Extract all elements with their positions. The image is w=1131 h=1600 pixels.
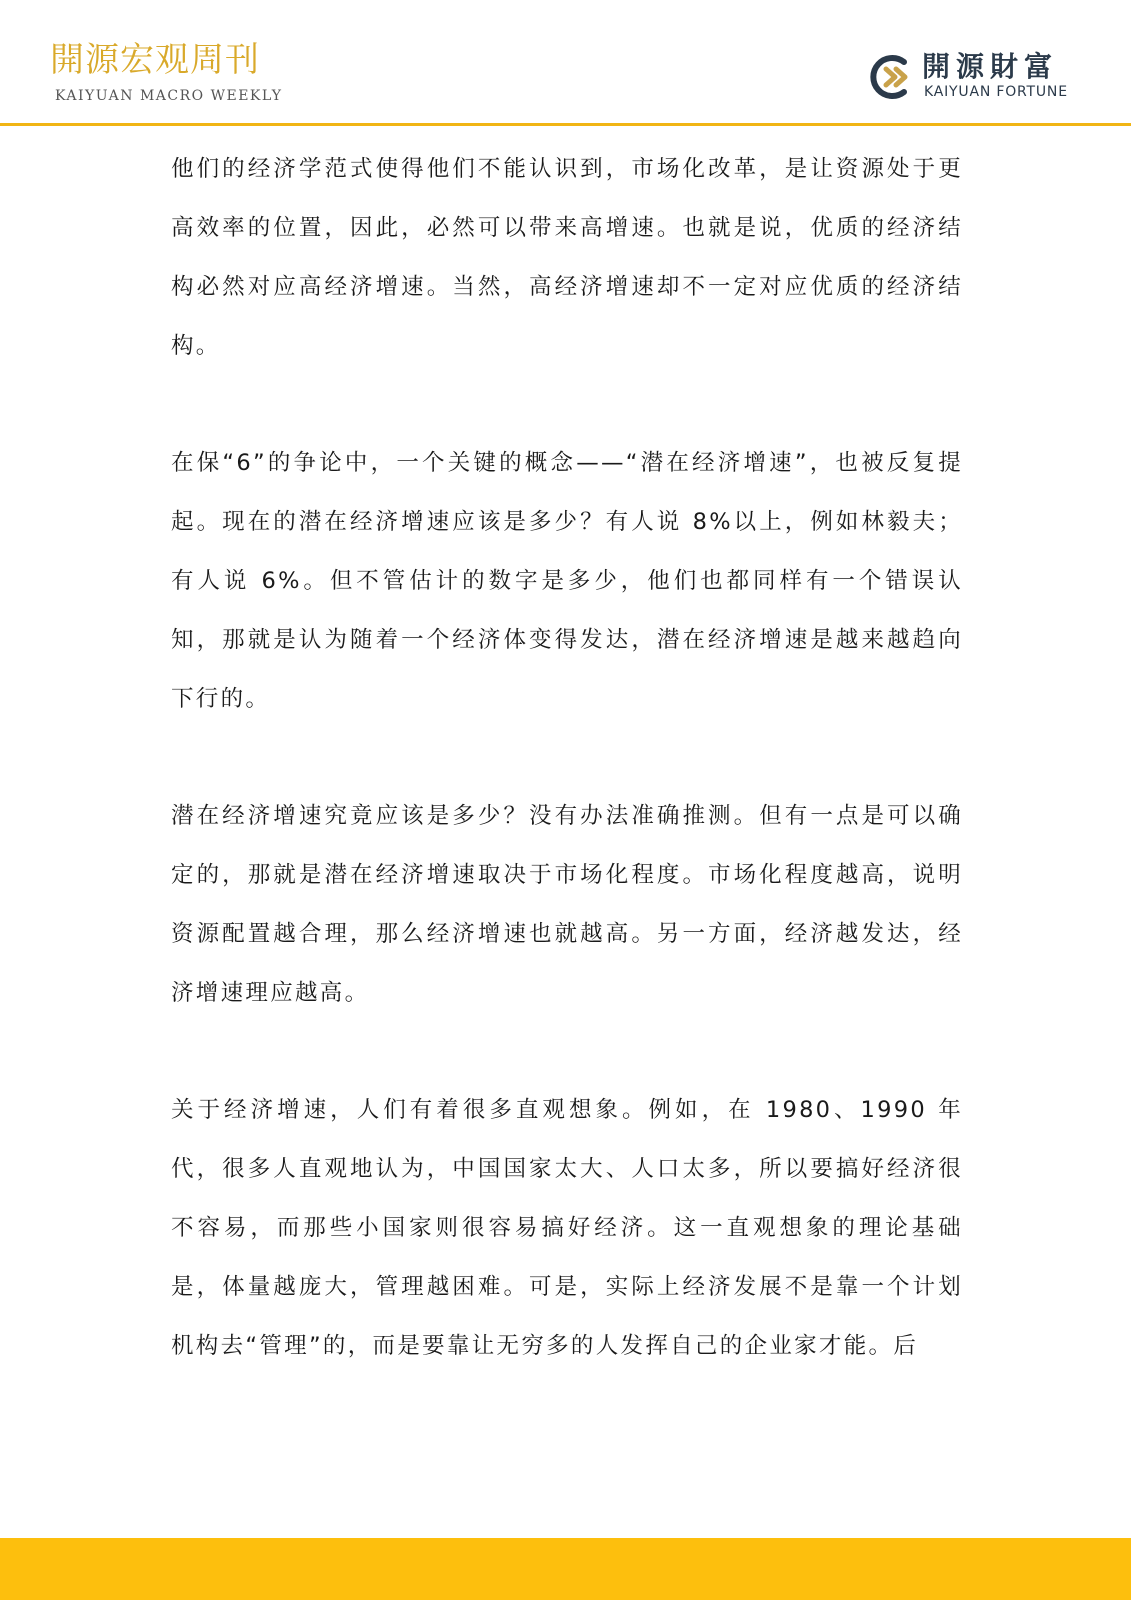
kaiyuan-fortune-logo — [866, 50, 1106, 106]
header-divider — [0, 123, 1131, 126]
paragraph: 他们的经济学范式使得他们不能认识到，市场化改革，是让资源处于更高效率的位置，因此，必然可以带来高增速。也就是说，优质的经济结构必然对应高经济增速。当然，高经济增速却不一定对应优质的经济结构。 — [171, 156, 963, 359]
logo-english-name: KAIYUAN FORTUNE — [924, 84, 1068, 100]
paragraph: 在保“6”的争论中，一个关键的概念——“潜在经济增速”，也被反复提起。现在的潜在经济增速应该是多少？有人说 8%以上，例如林毅夫；有人说 6%。但不管估计的数字是多少，他们也都同样有一个错误认知，那就是认为随着一个经济体变得发达，潜在经济增速是越来越趋向下行的。 — [171, 450, 963, 712]
footer-bar — [0, 1538, 1131, 1600]
publication-title: 開源宏观周刊 — [50, 40, 260, 80]
paragraph: 潜在经济增速究竟应该是多少？没有办法准确推测。但有一点是可以确定的，那就是潜在经济增速取决于市场化程度。市场化程度越高，说明资源配置越合理，那么经济增速也就越高。另一方面，经济越发达，经济增速理应越高。 — [171, 803, 963, 1006]
logo-chinese-name: 開源財富 — [922, 50, 1059, 83]
page-header — [0, 0, 1131, 125]
publication-subtitle: KAIYUAN MACRO WEEKLY — [55, 88, 283, 104]
article-body — [171, 140, 963, 1434]
paragraph: 关于经济增速，人们有着很多直观想象。例如，在 1980、1990 年代，很多人直观地认为，中国国家太大、人口太多，所以要搞好经济很不容易，而那些小国家则很容易搞好经济。这一直观想象的理论基础是，体量越庞大，管理越困难。可是，实际上经济发展不是靠一个计划机构去“管理”的，而是要靠让无穷多的人发挥自己的企业家才能。后 — [171, 1097, 963, 1359]
kaiyuan-fortune-logo-icon — [866, 52, 916, 102]
